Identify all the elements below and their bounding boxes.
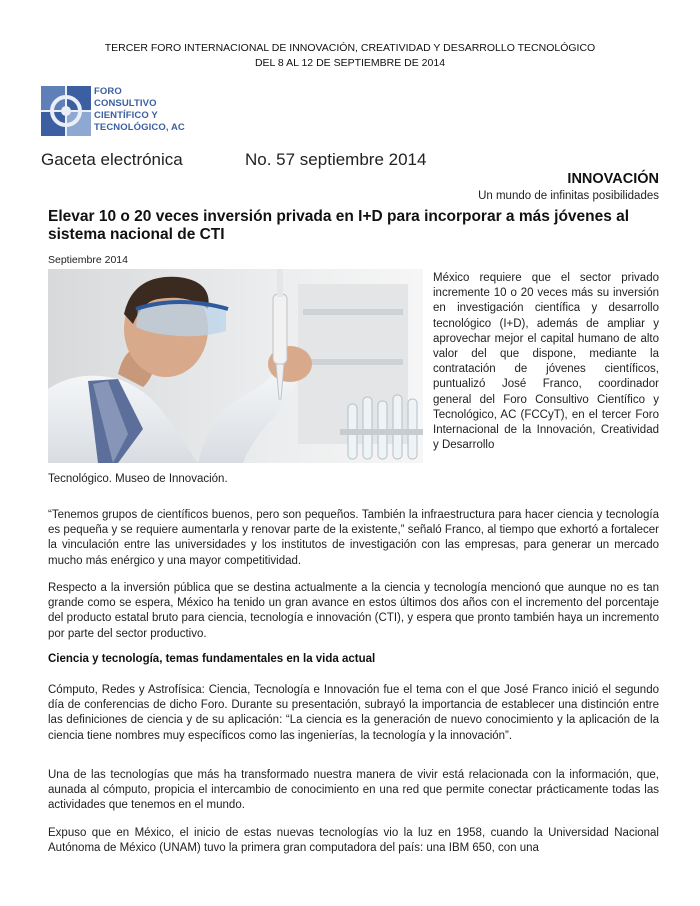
gazette-title: Gaceta electrónica bbox=[41, 150, 183, 169]
article-date: Septiembre 2014 bbox=[48, 254, 128, 266]
event-header bbox=[0, 41, 700, 71]
fccyt-logo bbox=[41, 86, 201, 138]
logo-line-4: TECNOLÓGICO, AC bbox=[94, 122, 185, 133]
paragraph-3: Cómputo, Redes y Astrofísica: Ciencia, Tecnología e Innovación fue el tema con el que José Franco inició el segundo día de conferencias de dicho Foro. Durante su presentación, subrayó la importancia de establecer una distinción entre las definiciones de ciencia y de su aplicación: “La ciencia es la generación de nuevo conocimiento y la aplicación de la ciencia tiene nombres muy específicos como las ingenierías, la tecnología y la innovación”. bbox=[48, 684, 659, 742]
event-title: TERCER FORO INTERNACIONAL DE INNOVACIÓN, CREATIVIDAD Y DESARROLLO TECNOLÓGICO bbox=[104, 42, 596, 54]
scientist-photo bbox=[48, 269, 423, 463]
event-dates: DEL 8 AL 12 DE SEPTIEMBRE DE 2014 bbox=[254, 57, 446, 69]
logo-line-2: CONSULTIVO bbox=[94, 98, 157, 109]
logo-line-1: FORO bbox=[94, 86, 122, 97]
section-tagline: Un mundo de infinitas posibilidades bbox=[478, 190, 659, 202]
paragraph-1: “Tenemos grupos de científicos buenos, pero son pequeños. También la infraestructura para hacer ciencia y tecnología es pequeña y se requiere aumentarla y renovar parte de la existente,” señaló Franco, al tiempo que exhortó a fortalecer la vinculación entre las universidades y los institutos de investigación con las empresas, para generar un mercado mucho más enérgico y una mayor competitividad. bbox=[48, 509, 659, 567]
paragraph-2: Respecto a la inversión pública que se destina actualmente a la ciencia y tecnología mencionó que aunque no es tan grande como se espera, México ha tenido un gran avance en estos últimos dos años con el incremento del porcentaje del producto estatal bruto para ciencia, tecnología e innovación (CTI), y espera que pronto también haya un incremento por parte del sector productivo. bbox=[48, 582, 659, 640]
paragraph-4: Una de las tecnologías que más ha transformado nuestra manera de vivir está relacionada con la información, que, aunada al cómputo, propicia el intercambio de conocimiento en una red que permite conectar prácticamente todas las actividades que tenemos en el mundo. bbox=[48, 769, 659, 812]
article-headline: Elevar 10 o 20 veces inversión privada en I+D para incorporar a más jóvenes al sistema nacional de CTI bbox=[48, 208, 630, 243]
article-intro-continued: Tecnológico. Museo de Innovación. bbox=[48, 473, 228, 485]
article-intro: México requiere que el sector privado incremente 10 o 20 veces más su inversión en investigación científica y desarrollo tecnológico (I+D), además de ampliar y aprovechar mejor el capital humano de alto valor del que dispone, mediante la contratación de jóvenes científicos, puntualizó José Franco, coordinador general del Foro Consultivo Científico y Tecnológico, AC (FCCyT), en el tercer Foro Internacional de la Innovación, Creatividad y Desarrollo bbox=[433, 272, 659, 452]
fccyt-logo-icon bbox=[41, 86, 91, 136]
article-subheading: Ciencia y tecnología, temas fundamentales en la vida actual bbox=[48, 653, 376, 665]
section-name: INNOVACIÓN bbox=[567, 171, 659, 187]
logo-line-3: CIENTÍFICO Y bbox=[94, 110, 158, 121]
logo-wordmark bbox=[94, 86, 204, 134]
paragraph-5: Expuso que en México, el inicio de estas nuevas tecnologías vio la luz en 1958, cuando la Universidad Nacional Autónoma de México (UNAM) tuvo la primera gran computadora del país: una IBM 650, con una bbox=[48, 827, 659, 855]
issue-number: No. 57 septiembre 2014 bbox=[245, 150, 427, 169]
